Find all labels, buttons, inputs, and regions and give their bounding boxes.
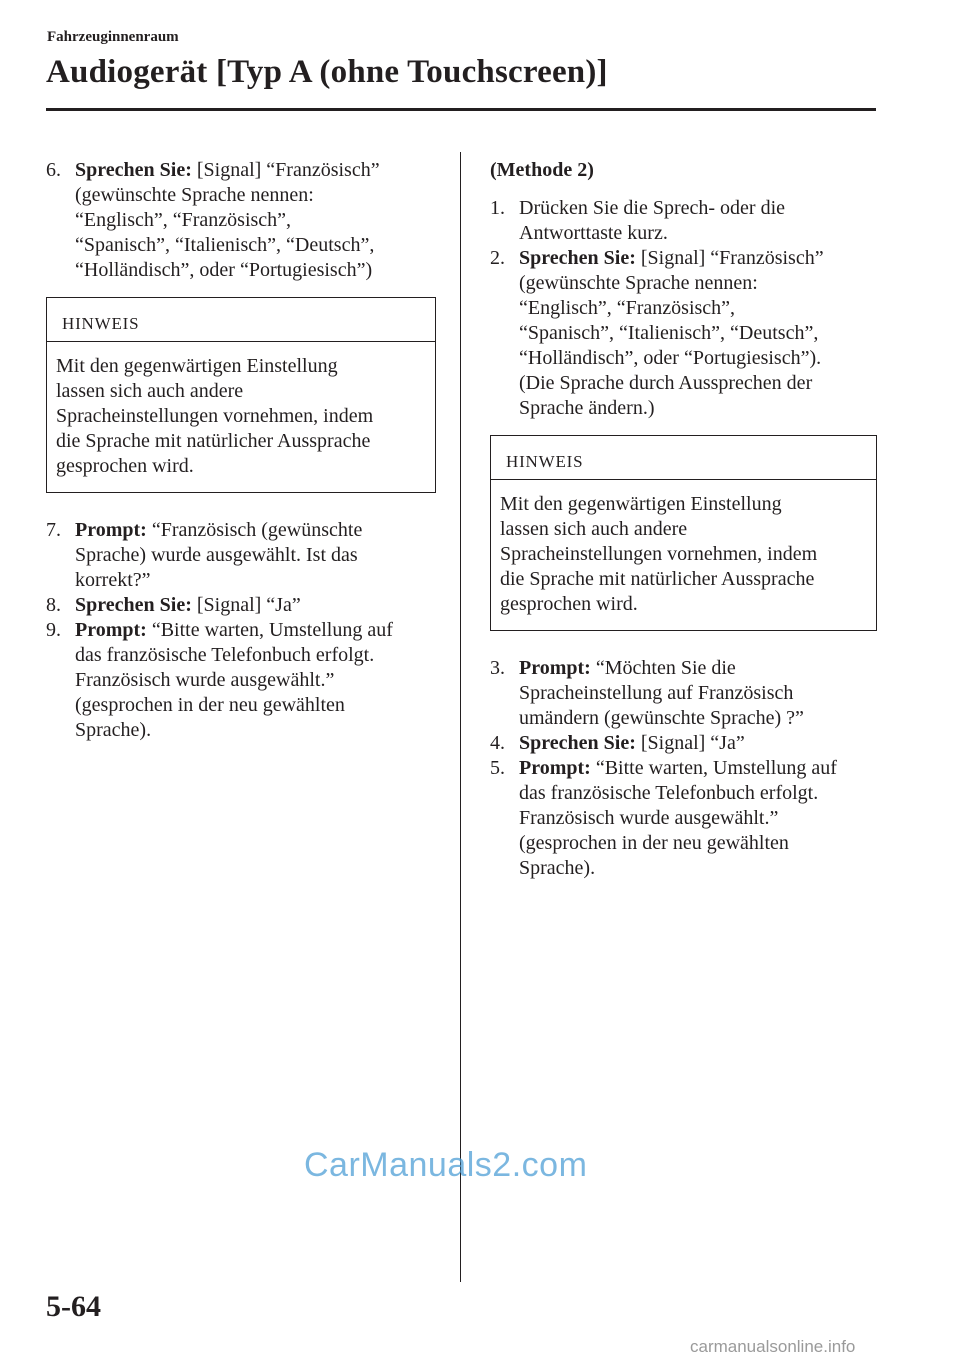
step-number: 4.: [490, 732, 505, 754]
step-label: Prompt:: [519, 757, 591, 779]
step-line: “Holländisch”, oder “Portugiesisch”).: [519, 347, 822, 369]
step-line: das französische Telefonbuch erfolgt.: [519, 782, 819, 804]
note-box: [46, 297, 436, 493]
step-line: Sprache).: [75, 719, 152, 741]
step-3: [490, 656, 880, 731]
step-2: [490, 246, 880, 421]
note-line: gesprochen wird.: [56, 455, 194, 477]
step-label: Prompt:: [75, 619, 147, 641]
step-label: Sprechen Sie:: [75, 159, 192, 181]
step-line: “Holländisch”, oder “Portugiesisch”): [75, 259, 373, 281]
step-line: Spracheinstellung auf Französisch: [519, 682, 794, 704]
note-body: [47, 342, 435, 492]
step-line: “Spanisch”, “Italienisch”, “Deutsch”,: [519, 322, 819, 344]
step-line: “Englisch”, “Französisch”,: [75, 209, 292, 231]
step-line: (gesprochen in der neu gewählten: [519, 832, 789, 854]
step-text: [Signal] “Französisch”: [640, 247, 824, 269]
note-line: lassen sich auch andere: [500, 518, 688, 540]
note-line: die Sprache mit natürlicher Aussprache: [56, 430, 371, 452]
step-text: “Bitte warten, Umstellung auf: [151, 619, 393, 641]
step-line: (Die Sprache durch Aussprechen der: [519, 372, 813, 394]
column-divider: [460, 152, 461, 1282]
step-label: Prompt:: [75, 519, 147, 541]
right-column: [490, 158, 880, 881]
step-text: “Bitte warten, Umstellung auf: [595, 757, 837, 779]
step-line: Französisch wurde ausgewählt.”: [519, 807, 779, 829]
step-text: Drücken Sie die Sprech- oder die: [519, 197, 786, 219]
section-label: Fahrzeuginnenraum: [47, 29, 179, 45]
step-line: das französische Telefonbuch erfolgt.: [75, 644, 375, 666]
step-4: [490, 731, 880, 756]
method-heading: (Methode 2): [490, 159, 594, 181]
footer-site-link[interactable]: carmanualsonline.info: [690, 1337, 856, 1356]
step-label: Sprechen Sie:: [519, 247, 636, 269]
step-line: Antworttaste kurz.: [519, 222, 668, 244]
note-line: Spracheinstellungen vornehmen, indem: [500, 543, 818, 565]
step-number: 8.: [46, 594, 61, 616]
step-number: 3.: [490, 657, 505, 679]
step-text: [Signal] “Ja”: [196, 594, 301, 616]
step-text: [Signal] “Ja”: [640, 732, 745, 754]
step-number: 6.: [46, 159, 61, 181]
left-column: [46, 158, 436, 743]
step-number: 9.: [46, 619, 61, 641]
step-label: Prompt:: [519, 657, 591, 679]
step-number: 5.: [490, 757, 505, 779]
step-6: [46, 158, 436, 283]
step-label: Sprechen Sie:: [519, 732, 636, 754]
note-title: HINWEIS: [491, 436, 876, 480]
note-line: Spracheinstellungen vornehmen, indem: [56, 405, 374, 427]
step-line: umändern (gewünschte Sprache) ?”: [519, 707, 804, 729]
step-number: 2.: [490, 247, 505, 269]
note-line: Mit den gegenwärtigen Einstellung: [56, 355, 338, 377]
step-line: (gesprochen in der neu gewählten: [75, 694, 345, 716]
step-line: (gewünschte Sprache nennen:: [75, 184, 314, 206]
watermark-logo: CarManuals2.com: [304, 1146, 588, 1184]
page-number: 5-64: [46, 1290, 101, 1323]
step-line: “Spanisch”, “Italienisch”, “Deutsch”,: [75, 234, 375, 256]
step-9: [46, 618, 436, 743]
title-rule: [46, 108, 876, 111]
step-7: [46, 518, 436, 593]
note-body: [491, 480, 876, 630]
step-5: [490, 756, 880, 881]
note-title: HINWEIS: [47, 298, 435, 342]
step-1: [490, 196, 880, 246]
step-8: [46, 593, 436, 618]
note-line: lassen sich auch andere: [56, 380, 244, 402]
step-line: korrekt?”: [75, 569, 151, 591]
note-line: die Sprache mit natürlicher Aussprache: [500, 568, 815, 590]
step-line: “Englisch”, “Französisch”,: [519, 297, 736, 319]
step-text: “Französisch (gewünschte: [151, 519, 363, 541]
step-line: (gewünschte Sprache nennen:: [519, 272, 758, 294]
step-text: [Signal] “Französisch”: [196, 159, 380, 181]
step-number: 7.: [46, 519, 61, 541]
step-line: Sprache ändern.): [519, 397, 655, 419]
step-line: Sprache) wurde ausgewählt. Ist das: [75, 544, 358, 566]
step-text: “Möchten Sie die: [595, 657, 736, 679]
step-number: 1.: [490, 197, 505, 219]
step-line: Französisch wurde ausgewählt.”: [75, 669, 335, 691]
note-line: gesprochen wird.: [500, 593, 638, 615]
step-label: Sprechen Sie:: [75, 594, 192, 616]
step-line: Sprache).: [519, 857, 596, 879]
note-line: Mit den gegenwärtigen Einstellung: [500, 493, 782, 515]
note-box: [490, 435, 877, 631]
page-title: Audiogerät [Typ A (ohne Touchscreen)]: [46, 54, 608, 90]
